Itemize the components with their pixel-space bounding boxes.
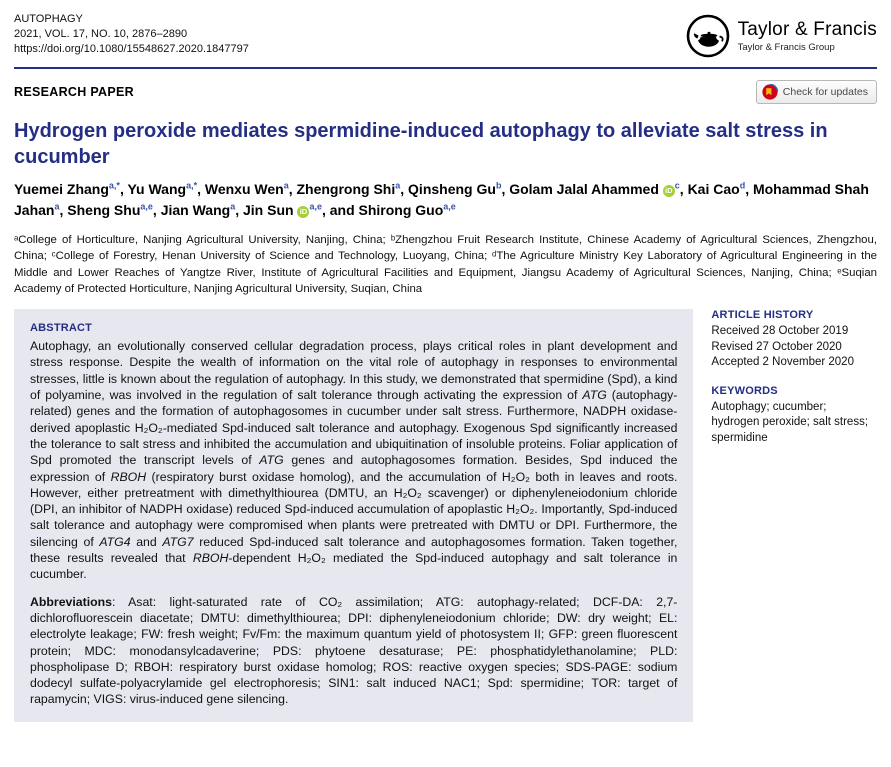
article-info-sidebar	[711, 309, 877, 722]
author-name[interactable]: Jian Wang	[160, 202, 231, 218]
orcid-icon[interactable]: iD	[297, 206, 309, 218]
author-name[interactable]: Zhengrong Shi	[296, 181, 396, 197]
author-affiliation-sup: d	[739, 180, 746, 191]
orcid-icon[interactable]: iD	[663, 185, 675, 197]
taylor-francis-lamp-icon	[686, 14, 730, 58]
abbreviations-text: : Asat: light-saturated rate of CO₂ assimilation; ATG: autophagy-related; DCF-DA: 2,7-dichlorofluorescein diacetate; DMTU: dimethylthiourea; DPI: diphenyleneiodonium chloride; DW: dry weight; EL: electrolyte leakage; FW: fresh weight; Fv/Fm: the maximum quantum yield of photosystem II; GFP: green fluorescent protein; MDC: monodansylcadaverine; PDS: phytoene desaturase; PE: phosphatidylethanolamine; PLD: phospholipase D; RBOH: respiratory burst oxidase homolog; ROS: reactive oxygen species; SDS-PAGE: sodium dodecyl sulfate-polyacrylamide gel electrophoresis; SIN1: salt induced NAC1; Spd: spermidine; TOR: target of rapamycin; VIGS: virus-induced gene silencing.	[30, 594, 678, 707]
author-affiliation-sup: a	[230, 201, 236, 212]
publisher-group: Taylor & Francis Group	[737, 42, 835, 53]
masthead	[14, 12, 877, 58]
author-affiliation-sup: a,e	[309, 201, 322, 212]
author-name[interactable]: Yuemei Zhang	[14, 181, 109, 197]
check-for-updates-label: Check for updates	[782, 86, 868, 98]
abbreviations-paragraph	[30, 594, 677, 708]
article-history-list	[711, 324, 877, 371]
article-type-label: RESEARCH PAPER	[14, 85, 134, 99]
crossmark-icon	[762, 84, 778, 100]
author-affiliation-sup: a,*	[186, 180, 198, 191]
author-name[interactable]: Qinsheng Gu	[408, 181, 496, 197]
authors-line: Yuemei Zhang$^{a,*}$, Yu Wang$^{a,*}$, Wenxu Wen$^a$, Zhengrong Shi$^a$, Qinsheng Gu$^b$, Golam Jalal Ahammed $iD^c$, Kai Cao$^d$, Mohammad Shah Jahan$^a$, Sheng Shu$^{a,e}$, Jian Wang$^a$, Jin Sun iD$^{a,e}$, and Shirong Guo$^{a,e}$	[14, 180, 869, 218]
abstract-body: Autophagy, an evolutionally conserved cellular degradation process, plays critical roles in plant development and stress response. Despite the wealth of information on the vital role of autophagy in responses to environmental stresses, little is known about the regulation of autophagy. In this study, we demonstrated that spermidine (Spd), a kind of polyamine, was involved in the regulation of salt tolerance through activating the expression of ATG (autophagy-related) genes and the formation of autophagosomes in cucumber under salt stress. Furthermore, NADPH oxidase-derived apoplastic H₂O₂-mediated Spd-induced salt tolerance and autophagy. Exogenous Spd significantly increased the tolerance to salt stress and inhibited the accumulation and ubiquitination of insoluble proteins. Foliar application of Spd promoted the transcript levels of ATG genes and autophagosomes formation. Besides, Spd induced the expression of RBOH (respiratory burst oxidase homolog), and the accumulation of H₂O₂ both in leaves and roots. However, either pretreatment with dimethylthiourea (DMTU, an H₂O₂ scavenger) or diphenyleneiodonium chloride (DPI, an inhibitor of NADPH oxidase) reduced Spd-induced accumulation of apoplastic H₂O₂. Importantly, Spd-induced salt tolerance and autophagy were compromised when plants were pretreated with DMTU or DPI. Furthermore, the silencing of ATG4 and ATG7 reduced Spd-induced salt tolerance and autophagosomes formation. Taken together, these results revealed that RBOH-dependent H₂O₂ mediated the Spd-induced autophagy and salt tolerance in cucumber.	[30, 339, 678, 582]
author-name[interactable]: Jin Sun	[242, 202, 294, 218]
author-affiliation-sup: a,e	[140, 201, 153, 212]
author-affiliation-sup: a,e	[443, 201, 456, 212]
keywords-heading: KEYWORDS	[711, 384, 778, 397]
author-affiliation-sup: a	[283, 180, 289, 191]
header-divider	[14, 67, 877, 69]
author-name[interactable]: Yu Wang	[127, 181, 187, 197]
article-history-item: Accepted 2 November 2020	[711, 356, 854, 369]
author-name[interactable]: Shirong Guo	[358, 202, 444, 218]
check-for-updates-button[interactable]	[756, 80, 877, 104]
article-title: Hydrogen peroxide mediates spermidine-induced autophagy to alleviate salt stress in cucumber	[14, 120, 828, 168]
article-type-row	[14, 80, 877, 104]
main-columns	[14, 309, 877, 722]
author-name[interactable]: Mohammad Shah Jahan	[14, 181, 869, 218]
author-name[interactable]: Golam Jalal Ahammed	[509, 181, 659, 197]
publisher-wordmark	[738, 19, 877, 53]
article-history-item: Revised 27 October 2020	[711, 340, 842, 353]
author-affiliation-sup: a,*	[108, 180, 120, 191]
author-name[interactable]: Kai Cao	[687, 181, 740, 197]
publisher-logo	[686, 14, 877, 58]
keywords-block	[711, 385, 877, 447]
author-affiliation-sup: a	[54, 201, 60, 212]
abbreviations-label: Abbreviations	[30, 594, 112, 609]
affiliations: ᵃCollege of Horticulture, Nanjing Agricultural University, Nanjing, China; ᵇZhengzhou Fruit Research Institute, Chinese Academy of Agricultural Sciences, Zhengzhou, China; ᶜCollege of Forestry, Henan University of Science and Technology, Luoyang, China; ᵈThe Agriculture Ministry Key Laboratory of Agricultural Engineering in the Middle and Lower Reaches of Yangtze River, Institute of Agricultural Facilities and Equipment, Jiangsu Academy of Agricultural Sciences, Nanjing, China; ᵉSuqian Academy of Protected Horticulture, Nanjing Agricultural University, Suqian, China	[14, 234, 877, 295]
doi-link[interactable]: https://doi.org/10.1080/15548627.2020.1847797	[14, 43, 249, 55]
author-affiliation-sup: b	[495, 180, 502, 191]
publisher-name: Taylor & Francis	[737, 19, 877, 40]
author-name[interactable]: Sheng Shu	[67, 202, 141, 218]
journal-meta	[14, 12, 249, 57]
article-history-heading: ARTICLE HISTORY	[711, 309, 814, 322]
abstract-heading: ABSTRACT	[30, 322, 93, 335]
keywords-text: Autophagy; cucumber; hydrogen peroxide; salt stress; spermidine	[711, 400, 869, 444]
abstract-box	[14, 309, 693, 722]
journal-volume-line: 2021, VOL. 17, NO. 10, 2876–2890	[14, 28, 188, 40]
author-affiliation-sup: c	[674, 180, 680, 191]
article-history-item: Received 28 October 2019	[711, 325, 849, 338]
author-name[interactable]: Wenxu Wen	[204, 181, 284, 197]
journal-name: AUTOPHAGY	[14, 13, 83, 25]
author-affiliation-sup: a	[395, 180, 401, 191]
